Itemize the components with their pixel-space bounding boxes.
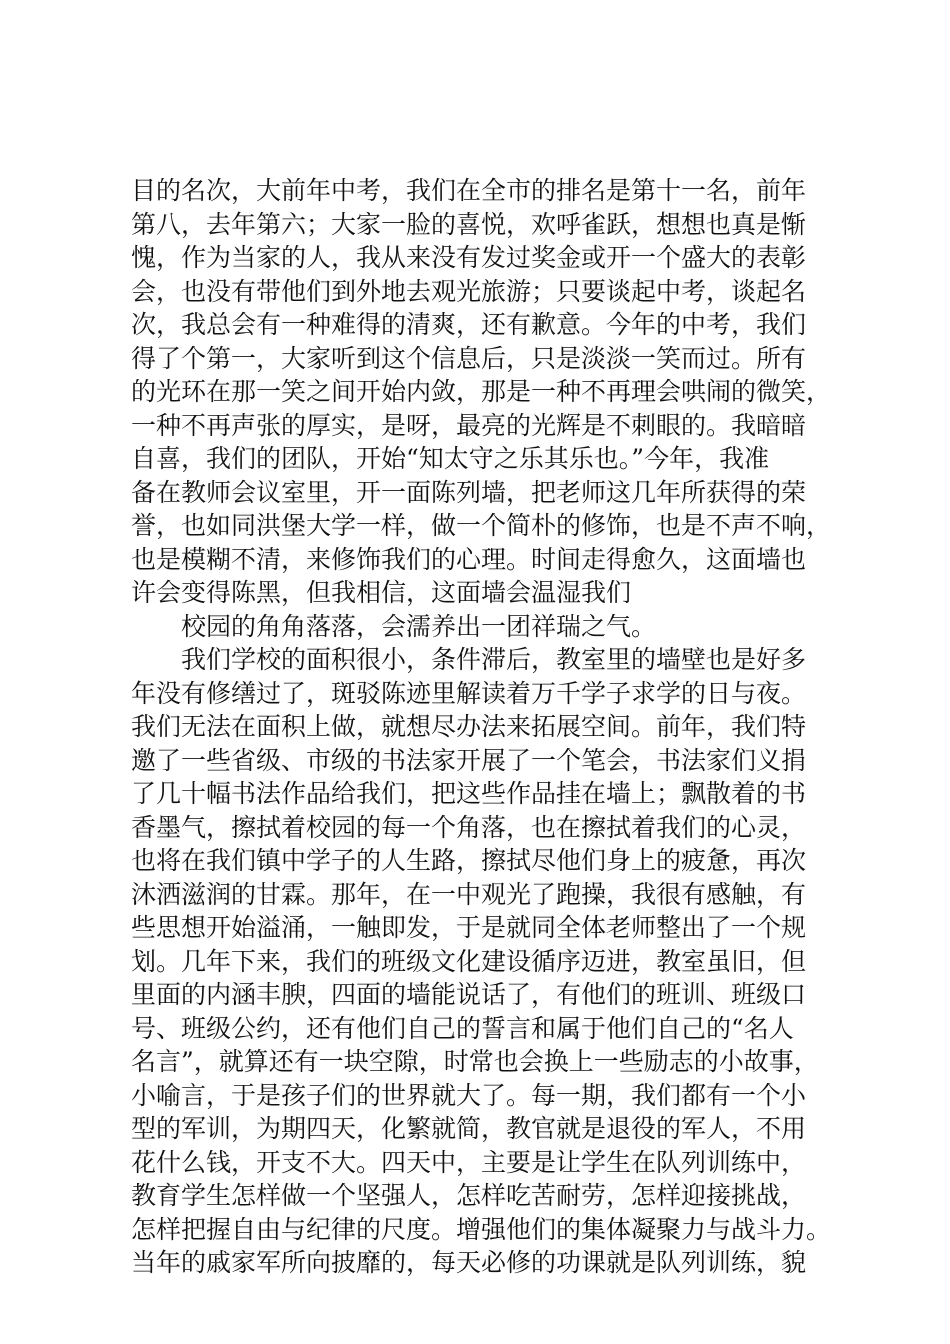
text-line: 邀了一些省级、市级的书法家开展了一个笔会，书法家们义捐 (131, 745, 807, 775)
text-line: 备在教师会议室里，开一面陈列墙，把老师这几年所获得的荣 (131, 477, 807, 507)
text-line: 得了个第一，大家听到这个信息后，只是淡淡一笑而过。所有 (131, 343, 807, 373)
text-line: 目的名次，大前年中考，我们在全市的排名是第十一名，前年 (131, 176, 807, 205)
text-line: 我们无法在面积上做，就想尽办法来拓展空间。前年，我们特 (131, 712, 807, 741)
text-line: 自喜，我们的团队，开始“知太守之乐其乐也。”今年，我准 (131, 444, 770, 473)
text-line: 划。几年下来，我们的班级文化建设循序迈进，教室虽旧，但 (131, 946, 807, 976)
text-line: 次，我总会有一种难得的清爽，还有歉意。今年的中考，我们 (131, 310, 807, 339)
text-line: 也将在我们镇中学子的人生路，擦拭尽他们身上的疲惫，再次 (131, 846, 807, 875)
text-line: 年没有修缮过了，斑驳陈迹里解读着万千学子求学的日与夜。 (131, 678, 807, 708)
text-line: 沐洒滋润的甘霖。那年，在一中观光了跑操，我很有感触，有 (131, 879, 807, 909)
text-line: 花什么钱，开支不大。四天中，主要是让学生在队列训练中， (131, 1147, 807, 1177)
text-line: 怎样把握自由与纪律的尺度。增强他们的集体凝聚力与战斗力。 (131, 1214, 832, 1244)
text-line: 第八，去年第六；大家一脸的喜悦，欢呼雀跃，想想也真是惭 (131, 209, 807, 239)
text-line: 誉，也如同洪堡大学一样，做一个简朴的修饰，也是不声不响， (131, 511, 832, 540)
text-line: 些思想开始溢涌，一触即发，于是就同全体老师整出了一个规 (131, 913, 807, 942)
text-line: 校园的角角落落，会濡养出一团祥瑞之气。 (181, 611, 657, 641)
text-line: 了几十幅书法作品给我们，把这些作品挂在墙上；飘散着的书 (131, 779, 807, 808)
text-line: 型的军训，为期四天，化繁就简，教官就是退役的军人，不用 (131, 1114, 807, 1143)
text-line: 教育学生怎样做一个坚强人，怎样吃苦耐劳，怎样迎接挑战， (131, 1181, 807, 1210)
text-line: 我们学校的面积很小，条件滞后，教室里的墙壁也是好多 (181, 645, 807, 674)
text-line: 香墨气，擦拭着校园的每一个角落，也在擦拭着我们的心灵， (131, 812, 807, 842)
text-line: 一种不再声张的厚实，是呀，最亮的光辉是不刺眼的。我暗暗 (131, 410, 807, 440)
text-line: 愧，作为当家的人，我从来没有发过奖金或开一个盛大的表彰 (131, 243, 807, 272)
text-line: 当年的戚家军所向披靡的，每天必修的功课就是队列训练，貌 (131, 1248, 807, 1277)
text-line: 名言”，就算还有一块空隙，时常也会换上一些励志的小故事， (131, 1047, 819, 1076)
text-line: 的光环在那一笑之间开始内敛，那是一种不再理会哄闹的微笑， (131, 377, 832, 406)
text-line: 号、班级公约，还有他们自己的誓言和属于他们自己的“名人 (131, 1013, 794, 1043)
text-line: 许会变得陈黑，但我相信，这面墙会温湿我们 (131, 578, 632, 607)
text-line: 也是模糊不清，来修饰我们的心理。时间走得愈久，这面墙也 (131, 544, 807, 574)
text-line: 里面的内涵丰腴，四面的墙能说话了，有他们的班训、班级口 (131, 980, 807, 1009)
text-line: 小喻言，于是孩子们的世界就大了。每一期，我们都有一个小 (131, 1080, 807, 1110)
body-text (131, 174, 851, 1280)
text-line: 会，也没有带他们到外地去观光旅游；只要谈起中考，谈起名 (131, 276, 807, 306)
